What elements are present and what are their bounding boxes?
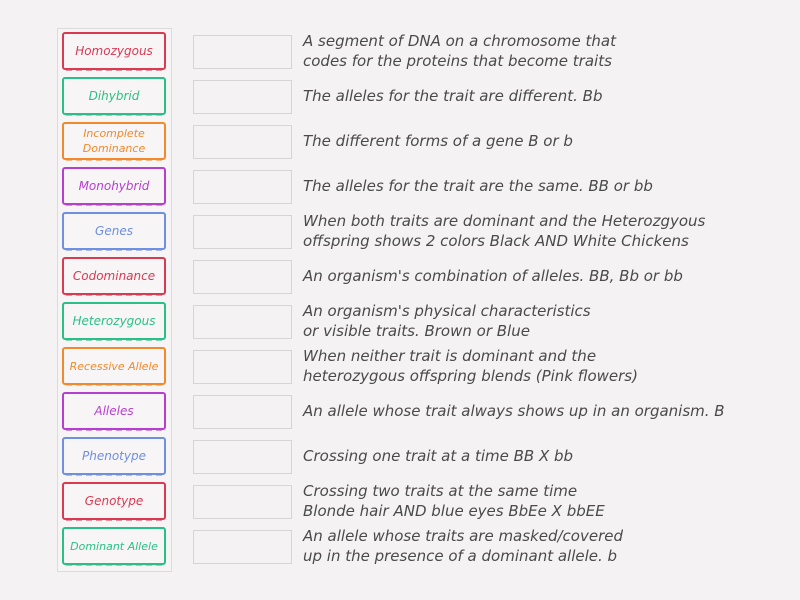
term-card[interactable]: Monohybrid: [62, 167, 166, 205]
definition-line: Crossing two traits at the same time: [303, 482, 578, 500]
definition-line: An allele whose trait always shows up in an organism. B: [303, 402, 725, 420]
definition-line: The alleles for the trait are different. Bb: [303, 87, 603, 105]
drop-zone[interactable]: [193, 170, 292, 204]
term-card[interactable]: Incomplete Dominance: [62, 122, 166, 160]
drop-zone[interactable]: [193, 350, 292, 384]
term-card[interactable]: Heterozygous: [62, 302, 166, 340]
definition-text: [303, 436, 773, 476]
definition-text: [303, 526, 773, 566]
drop-zone[interactable]: [193, 215, 292, 249]
drop-zone[interactable]: [193, 395, 292, 429]
drop-zone[interactable]: [193, 530, 292, 564]
definition-line: or visible traits. Brown or Blue: [303, 322, 530, 340]
definition-line: An organism's physical characteristics: [303, 302, 591, 320]
definition-line: An organism's combination of alleles. BB, Bb or bb: [303, 267, 683, 285]
definition-text: [303, 391, 773, 431]
term-card[interactable]: Recessive Allele: [62, 347, 166, 385]
term-card[interactable]: Alleles: [62, 392, 166, 430]
definition-line: heterozygous offspring blends (Pink flowers): [303, 367, 638, 385]
definition-text: [303, 481, 773, 521]
drop-zone[interactable]: [193, 305, 292, 339]
definition-text: [303, 211, 773, 251]
definition-text: [303, 76, 773, 116]
term-card[interactable]: Homozygous: [62, 32, 166, 70]
definition-line: up in the presence of a dominant allele. b: [303, 547, 618, 565]
definition-line: codes for the proteins that become traits: [303, 52, 612, 70]
definition-line: A segment of DNA on a chromosome that: [303, 32, 616, 50]
definition-line: Blonde hair AND blue eyes BbEe X bbEE: [303, 502, 605, 520]
definition-text: [303, 346, 773, 386]
definition-text: [303, 256, 773, 296]
drop-zone[interactable]: [193, 485, 292, 519]
definition-text: [303, 121, 773, 161]
definition-line: The alleles for the trait are the same. BB or bb: [303, 177, 653, 195]
definition-line: offspring shows 2 colors Black AND White Chickens: [303, 232, 689, 250]
term-card[interactable]: Dihybrid: [62, 77, 166, 115]
drop-zone[interactable]: [193, 440, 292, 474]
term-card[interactable]: Dominant Allele: [62, 527, 166, 565]
term-card[interactable]: Genotype: [62, 482, 166, 520]
definition-text: [303, 301, 773, 341]
drop-zone[interactable]: [193, 35, 292, 69]
term-card[interactable]: Genes: [62, 212, 166, 250]
definition-line: When both traits are dominant and the Heterozgyous: [303, 212, 706, 230]
definition-text: [303, 31, 773, 71]
term-card[interactable]: Codominance: [62, 257, 166, 295]
drop-zone[interactable]: [193, 125, 292, 159]
term-card[interactable]: Phenotype: [62, 437, 166, 475]
definition-line: Crossing one trait at a time BB X bb: [303, 447, 574, 465]
drop-zone[interactable]: [193, 260, 292, 294]
definition-line: The different forms of a gene B or b: [303, 132, 573, 150]
definition-line: When neither trait is dominant and the: [303, 347, 597, 365]
definition-line: An allele whose traits are masked/covered: [303, 527, 624, 545]
definition-text: [303, 166, 773, 206]
drop-zone[interactable]: [193, 80, 292, 114]
